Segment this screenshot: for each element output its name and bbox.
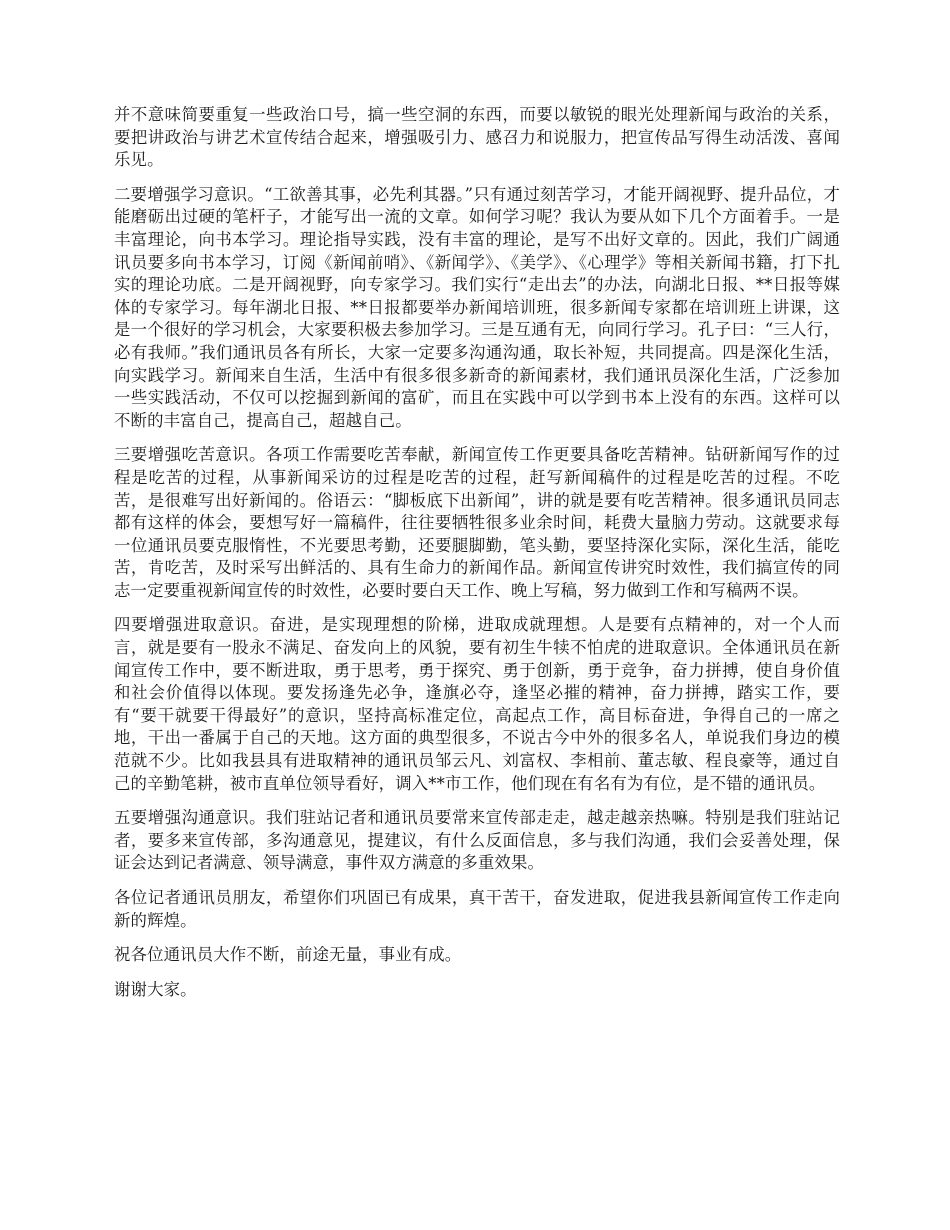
paragraph-closing-wish: 祝各位通讯员大作不断，前途无量，事业有成。 [114, 945, 462, 965]
document-body [114, 104, 840, 1001]
paragraph-progress-awareness: 四要增强进取意识。奋进，是实现理想的阶梯，进取成就理想。人是要有点精神的，对一个人而言，就是要有一股永不满足、奋发向上的风貌，要有初生牛犊不怕虎的进取意识。全体通讯员在新闻宣传工作中，要不断进取，勇于思考，勇于探究、勇于创新，勇于竞争，奋力拼搏，使自身价值和社会价值得以体现。要发扬逢先必争，逢旗必夺，逢坚必摧的精神，奋力拼搏，踏实工作，要有“要干就要干得最好”的意识，坚持高标准定位，高起点工作，高目标奋进，争得自己的一席之地，干出一番属于自己的天地。这方面的典型很多，不说古今中外的很多名人，单说我们身边的模范就不少。比如我县具有进取精神的通讯员邹云凡、刘富权、李相前、董志敏、程良豪等，通过自己的辛勤笔耕，被市直单位领导看好，调入**市工作，他们现在有名有为有位，是不错的通讯员。 [114, 615, 840, 793]
paragraph-communication-awareness: 五要增强沟通意识。我们驻站记者和通讯员要常来宣传部走走，越走越亲热嘛。特别是我们驻站记者，要多来宣传部，多沟通意见，提建议，有什么反面信息，多与我们沟通，我们会妥善处理，保证会达到记者满意、领导满意，事件双方满意的多重效果。 [114, 808, 840, 873]
paragraph-thanks: 谢谢大家。 [114, 979, 197, 999]
paragraph-learning-awareness: 二要增强学习意识。“工欲善其事，必先利其器。”只有通过刻苦学习，才能开阔视野、提升品位，才能磨砺出过硬的笔杆子，才能写出一流的文章。如何学习呢？我认为要从如下几个方面着手。一是丰富理论，向书本学习。理论指导实践，没有丰富的理论，是写不出好文章的。因此，我们广阔通讯员要多向书本学习，订阅《新闻前哨》、《新闻学》、《美学》、《心理学》等相关新闻书籍，打下扎实的理论功底。二是开阔视野，向专家学习。我们实行“走出去”的办法，向湖北日报、**日报等媒体的专家学习。每年湖北日报、**日报都要举办新闻培训班，很多新闻专家都在培训班上讲课，这是一个很好的学习机会，大家要积极去参加学习。三是互通有无，向同行学习。孔子曰：“三人行，必有我师。”我们通讯员各有所长，大家一定要多沟通沟通，取长补短，共同提高。四是深化生活，向实践学习。新闻来自生活，生活中有很多很多新奇的新闻素材，我们通讯员深化生活，广泛参加一些实践活动，不仅可以挖掘到新闻的富矿，而且在实践中可以学到书本上没有的东西。这样可以不断的丰富自己，提高自己，超越自己。 [114, 184, 840, 430]
paragraph-closing-hope: 各位记者通讯员朋友，希望你们巩固已有成果，真干苦干，奋发进取，促进我县新闻宣传工作走向新的辉煌。 [114, 888, 840, 930]
paragraph-hardship-awareness: 三要增强吃苦意识。各项工作需要吃苦奉献，新闻宣传工作更要具备吃苦精神。钻研新闻写作的过程是吃苦的过程，从事新闻采访的过程是吃苦的过程，赶写新闻稿件的过程是吃苦的过程。不吃苦，是很难写出好新闻的。俗语云：“脚板底下出新闻”，讲的就是要有吃苦精神。很多通讯员同志都有这样的体会，要想写好一篇稿件，往往要牺牲很多业余时间，耗费大量脑力劳动。这就要求每一位通讯员要克服惰性，不光要思考勤，还要腿脚勤，笔头勤，要坚持深化实际，深化生活，能吃苦，肯吃苦，及时采写出鲜活的、具有生命力的新闻作品。新闻宣传讲究时效性，我们搞宣传的同志一定要重视新闻宣传的时效性，必要时要白天工作、晚上写稿，努力做到工作和写稿两不误。 [114, 445, 840, 600]
paragraph-politics-continuation: 并不意味简要重复一些政治口号，搞一些空洞的东西，而要以敏锐的眼光处理新闻与政治的关系，要把讲政治与讲艺术宣传结合起来，增强吸引力、感召力和说服力，把宣传品写得生动活泼、喜闻乐见。 [114, 105, 840, 170]
